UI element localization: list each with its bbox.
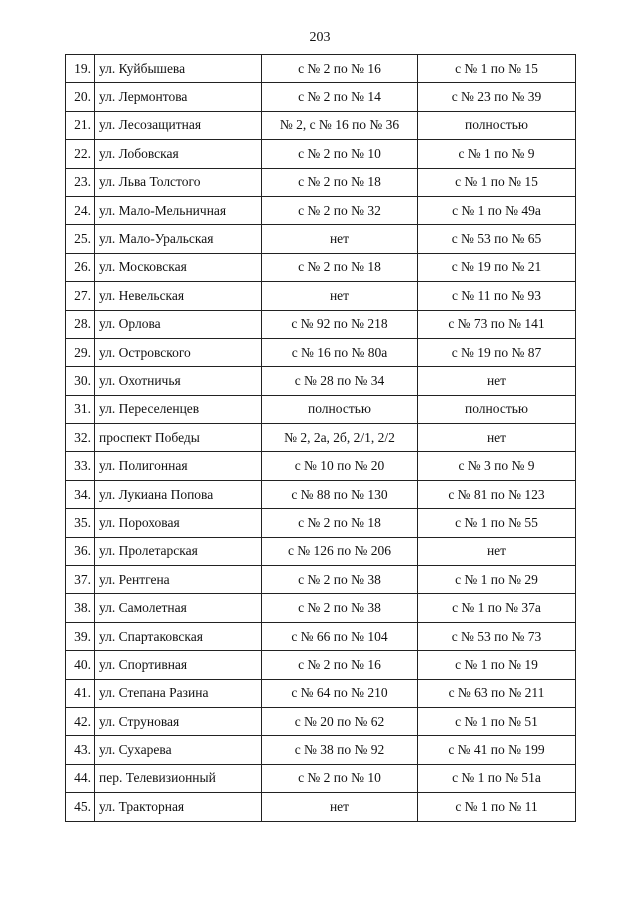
odd-house-range: с № 53 по № 73 <box>418 622 576 650</box>
odd-house-range: с № 1 по № 51 <box>418 707 576 735</box>
even-house-range: полностью <box>262 395 418 423</box>
row-number: 25. <box>66 225 95 253</box>
row-number: 20. <box>66 83 95 111</box>
even-house-range: с № 16 по № 80а <box>262 338 418 366</box>
even-house-range: с № 92 по № 218 <box>262 310 418 338</box>
table-row <box>66 111 576 139</box>
table-row <box>66 196 576 224</box>
even-house-range: с № 64 по № 210 <box>262 679 418 707</box>
even-house-range: с № 2 по № 18 <box>262 168 418 196</box>
street-name: ул. Лобовская <box>95 140 262 168</box>
street-name: ул. Самолетная <box>95 594 262 622</box>
row-number: 26. <box>66 253 95 281</box>
odd-house-range: с № 23 по № 39 <box>418 83 576 111</box>
row-number: 19. <box>66 55 95 83</box>
even-house-range: № 2, 2а, 2б, 2/1, 2/2 <box>262 424 418 452</box>
even-house-range: нет <box>262 225 418 253</box>
odd-house-range: с № 41 по № 199 <box>418 736 576 764</box>
odd-house-range: с № 53 по № 65 <box>418 225 576 253</box>
table-row <box>66 537 576 565</box>
street-name: ул. Мало-Уральская <box>95 225 262 253</box>
street-name: ул. Охотничья <box>95 367 262 395</box>
odd-house-range: нет <box>418 537 576 565</box>
row-number: 34. <box>66 480 95 508</box>
table-row <box>66 679 576 707</box>
table-row <box>66 764 576 792</box>
street-name: ул. Лукиана Попова <box>95 480 262 508</box>
table-row <box>66 168 576 196</box>
row-number: 42. <box>66 707 95 735</box>
street-name: ул. Льва Толстого <box>95 168 262 196</box>
street-name: ул. Пороховая <box>95 509 262 537</box>
odd-house-range: с № 1 по № 49а <box>418 196 576 224</box>
street-name: ул. Островского <box>95 338 262 366</box>
table-row <box>66 452 576 480</box>
even-house-range: с № 2 по № 18 <box>262 509 418 537</box>
odd-house-range: полностью <box>418 395 576 423</box>
street-name: ул. Пролетарская <box>95 537 262 565</box>
even-house-range: с № 10 по № 20 <box>262 452 418 480</box>
table-row <box>66 651 576 679</box>
street-name: ул. Полигонная <box>95 452 262 480</box>
table-row <box>66 55 576 83</box>
table-row <box>66 480 576 508</box>
even-house-range: с № 2 по № 16 <box>262 651 418 679</box>
even-house-range: с № 38 по № 92 <box>262 736 418 764</box>
even-house-range: с № 2 по № 10 <box>262 764 418 792</box>
street-name: ул. Лермонтова <box>95 83 262 111</box>
row-number: 37. <box>66 566 95 594</box>
even-house-range: с № 88 по № 130 <box>262 480 418 508</box>
odd-house-range: с № 1 по № 55 <box>418 509 576 537</box>
table-row <box>66 622 576 650</box>
table-row <box>66 395 576 423</box>
table-row <box>66 140 576 168</box>
odd-house-range: нет <box>418 367 576 395</box>
street-name: ул. Рентгена <box>95 566 262 594</box>
street-name: ул. Спортивная <box>95 651 262 679</box>
street-name: ул. Переселенцев <box>95 395 262 423</box>
odd-house-range: с № 19 по № 87 <box>418 338 576 366</box>
row-number: 29. <box>66 338 95 366</box>
street-name: ул. Тракторная <box>95 793 262 821</box>
street-name: проспект Победы <box>95 424 262 452</box>
row-number: 21. <box>66 111 95 139</box>
odd-house-range: с № 63 по № 211 <box>418 679 576 707</box>
table-row <box>66 509 576 537</box>
table-row <box>66 793 576 821</box>
table-row <box>66 83 576 111</box>
even-house-range: с № 28 по № 34 <box>262 367 418 395</box>
street-name: ул. Лесозащитная <box>95 111 262 139</box>
street-name: ул. Орлова <box>95 310 262 338</box>
address-table <box>65 54 576 822</box>
street-name: ул. Куйбышева <box>95 55 262 83</box>
row-number: 45. <box>66 793 95 821</box>
odd-house-range: с № 1 по № 9 <box>418 140 576 168</box>
table-row <box>66 594 576 622</box>
odd-house-range: с № 73 по № 141 <box>418 310 576 338</box>
row-number: 44. <box>66 764 95 792</box>
table-row <box>66 707 576 735</box>
even-house-range: № 2, с № 16 по № 36 <box>262 111 418 139</box>
even-house-range: нет <box>262 282 418 310</box>
row-number: 33. <box>66 452 95 480</box>
odd-house-range: с № 1 по № 15 <box>418 55 576 83</box>
odd-house-range: с № 1 по № 51а <box>418 764 576 792</box>
row-number: 39. <box>66 622 95 650</box>
table-row <box>66 225 576 253</box>
odd-house-range: с № 81 по № 123 <box>418 480 576 508</box>
odd-house-range: с № 1 по № 29 <box>418 566 576 594</box>
even-house-range: с № 2 по № 18 <box>262 253 418 281</box>
street-name: ул. Степана Разина <box>95 679 262 707</box>
row-number: 30. <box>66 367 95 395</box>
table-row <box>66 424 576 452</box>
page-number: 203 <box>309 30 331 45</box>
even-house-range: с № 2 по № 10 <box>262 140 418 168</box>
even-house-range: нет <box>262 793 418 821</box>
odd-house-range: полностью <box>418 111 576 139</box>
table-row <box>66 367 576 395</box>
street-name: ул. Невельская <box>95 282 262 310</box>
odd-house-range: с № 3 по № 9 <box>418 452 576 480</box>
row-number: 23. <box>66 168 95 196</box>
row-number: 36. <box>66 537 95 565</box>
row-number: 38. <box>66 594 95 622</box>
odd-house-range: с № 1 по № 19 <box>418 651 576 679</box>
table-row <box>66 310 576 338</box>
odd-house-range: с № 1 по № 11 <box>418 793 576 821</box>
street-name: ул. Струновая <box>95 707 262 735</box>
row-number: 43. <box>66 736 95 764</box>
even-house-range: с № 2 по № 14 <box>262 83 418 111</box>
odd-house-range: с № 1 по № 37а <box>418 594 576 622</box>
address-table-body <box>66 55 576 822</box>
odd-house-range: нет <box>418 424 576 452</box>
row-number: 22. <box>66 140 95 168</box>
street-name: ул. Сухарева <box>95 736 262 764</box>
even-house-range: с № 66 по № 104 <box>262 622 418 650</box>
even-house-range: с № 20 по № 62 <box>262 707 418 735</box>
even-house-range: с № 2 по № 32 <box>262 196 418 224</box>
row-number: 31. <box>66 395 95 423</box>
row-number: 28. <box>66 310 95 338</box>
even-house-range: с № 2 по № 38 <box>262 594 418 622</box>
odd-house-range: с № 1 по № 15 <box>418 168 576 196</box>
row-number: 41. <box>66 679 95 707</box>
row-number: 32. <box>66 424 95 452</box>
odd-house-range: с № 11 по № 93 <box>418 282 576 310</box>
table-row <box>66 736 576 764</box>
row-number: 24. <box>66 196 95 224</box>
street-name: ул. Московская <box>95 253 262 281</box>
even-house-range: с № 2 по № 16 <box>262 55 418 83</box>
street-name: пер. Телевизионный <box>95 764 262 792</box>
row-number: 27. <box>66 282 95 310</box>
street-name: ул. Мало-Мельничная <box>95 196 262 224</box>
row-number: 40. <box>66 651 95 679</box>
even-house-range: с № 126 по № 206 <box>262 537 418 565</box>
table-row <box>66 566 576 594</box>
row-number: 35. <box>66 509 95 537</box>
even-house-range: с № 2 по № 38 <box>262 566 418 594</box>
odd-house-range: с № 19 по № 21 <box>418 253 576 281</box>
street-name: ул. Спартаковская <box>95 622 262 650</box>
table-row <box>66 282 576 310</box>
table-row <box>66 253 576 281</box>
table-row <box>66 338 576 366</box>
